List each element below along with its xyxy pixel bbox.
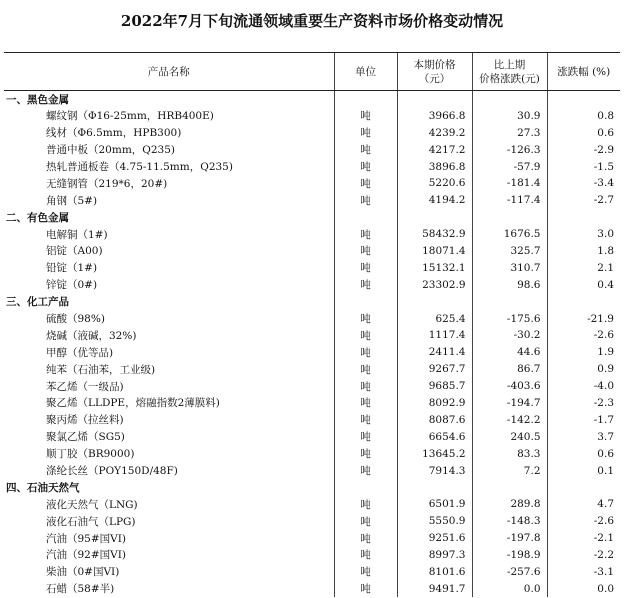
change-cell: -175.6 [472,310,547,327]
unit-cell: 吨 [334,158,397,175]
price-cell: 4217.2 [397,141,472,158]
percent-cell: 0.6 [547,124,620,141]
unit-cell: 吨 [334,259,397,276]
table-row [4,563,620,580]
table-row [4,378,620,395]
price-cell: 9267.7 [397,361,472,378]
empty-cell [397,209,472,226]
change-cell: 86.7 [472,361,547,378]
header-product-name: 产品名称 [4,53,334,91]
table-row [4,428,620,445]
product-name: 普通中板（20mm，Q235) [46,144,176,157]
table-row [4,141,620,158]
table-row [4,175,620,192]
price-cell: 5220.6 [397,175,472,192]
price-cell: 5550.9 [397,513,472,530]
change-cell: 240.5 [472,428,547,445]
unit-cell: 吨 [334,580,397,597]
change-cell: -197.8 [472,530,547,547]
change-cell: 289.8 [472,496,547,513]
percent-cell: 0.6 [547,445,620,462]
change-cell: 7.2 [472,462,547,479]
change-cell: 98.6 [472,276,547,293]
change-cell: 27.3 [472,124,547,141]
product-name: 无缝钢管（219*6，20#) [46,177,168,190]
category-row [4,209,620,226]
header-unit: 单位 [334,53,397,91]
price-cell: 6501.9 [397,496,472,513]
change-cell: 30.9 [472,107,547,124]
change-cell: -257.6 [472,563,547,580]
product-name: 聚氯乙烯（SG5) [46,431,125,444]
table-row [4,226,620,243]
unit-cell: 吨 [334,378,397,395]
empty-cell [334,293,397,310]
product-name: 柴油（0#国VI) [46,566,120,579]
empty-cell [472,91,547,108]
change-cell: -198.9 [472,547,547,564]
table-row [4,361,620,378]
table-row [4,276,620,293]
percent-cell: -3.4 [547,175,620,192]
table-row [4,158,620,175]
unit-cell: 吨 [334,141,397,158]
change-cell: -57.9 [472,158,547,175]
unit-cell: 吨 [334,411,397,428]
price-cell: 58432.9 [397,226,472,243]
product-name: 液化石油气（LPG) [46,515,136,528]
header-percent: 涨跌幅 (%) [547,53,620,91]
price-cell: 18071.4 [397,243,472,260]
header-change-line1: 比上期 [493,58,526,71]
change-cell: -117.4 [472,192,547,209]
percent-cell: -2.6 [547,513,620,530]
header-price [397,53,472,91]
change-cell: 325.7 [472,243,547,260]
unit-cell: 吨 [334,496,397,513]
percent-cell: -4.0 [547,378,620,395]
table-row [4,124,620,141]
price-cell: 7914.3 [397,462,472,479]
percent-cell: 2.1 [547,259,620,276]
product-name: 石蜡（58#半) [46,583,115,596]
percent-cell: -2.1 [547,530,620,547]
unit-cell: 吨 [334,361,397,378]
empty-cell [472,479,547,496]
table-row [4,580,620,597]
product-name: 角钢（5#) [46,194,98,207]
price-cell: 4239.2 [397,124,472,141]
empty-cell [472,293,547,310]
table-row [4,530,620,547]
unit-cell: 吨 [334,310,397,327]
percent-cell: -3.1 [547,563,620,580]
unit-cell: 吨 [334,276,397,293]
price-cell: 8092.9 [397,395,472,412]
category-name: 一、黑色金属 [6,93,69,106]
price-cell: 23302.9 [397,276,472,293]
unit-cell: 吨 [334,445,397,462]
percent-cell: 0.0 [547,580,620,597]
unit-cell: 吨 [334,395,397,412]
price-cell: 15132.1 [397,259,472,276]
empty-cell [397,91,472,108]
product-name: 线材（Φ6.5mm，HPB300) [46,127,182,140]
percent-cell: 0.4 [547,276,620,293]
category-name: 三、化工产品 [6,296,69,309]
price-cell: 9685.7 [397,378,472,395]
table-row [4,547,620,564]
header-price-line2: （元） [418,72,451,85]
product-name: 烧碱（液碱，32%) [46,329,137,342]
percent-cell: 1.9 [547,344,620,361]
percent-cell: -2.3 [547,395,620,412]
change-cell: 44.6 [472,344,547,361]
change-cell: -142.2 [472,411,547,428]
page-title: 2022年7月下旬流通领域重要生产资料市场价格变动情况 [120,12,504,30]
price-cell: 8087.6 [397,411,472,428]
table-row [4,344,620,361]
percent-cell: -2.6 [547,327,620,344]
unit-cell: 吨 [334,428,397,445]
empty-cell [334,91,397,108]
empty-cell [334,479,397,496]
unit-cell: 吨 [334,327,397,344]
table-row [4,259,620,276]
unit-cell: 吨 [334,530,397,547]
price-cell: 4194.2 [397,192,472,209]
header-change-line2: 价格涨跌(元) [479,72,540,85]
category-name: 二、有色金属 [6,211,69,224]
category-name: 四、石油天然气 [6,481,80,494]
table-row [4,107,620,124]
change-cell: -126.3 [472,141,547,158]
table-header-row [4,53,620,91]
price-cell: 8997.3 [397,547,472,564]
header-change [472,53,547,91]
percent-cell: 1.8 [547,243,620,260]
table-body [4,91,620,598]
empty-cell [547,209,620,226]
unit-cell: 吨 [334,344,397,361]
price-cell: 1117.4 [397,327,472,344]
empty-cell [397,479,472,496]
table-row [4,243,620,260]
table-row [4,192,620,209]
unit-cell: 吨 [334,462,397,479]
product-name: 纯苯（石油苯，工业级) [46,363,156,376]
unit-cell: 吨 [334,226,397,243]
unit-cell: 吨 [334,563,397,580]
price-cell: 8101.6 [397,563,472,580]
empty-cell [472,209,547,226]
price-cell: 6654.6 [397,428,472,445]
category-row [4,479,620,496]
table-row [4,411,620,428]
unit-cell: 吨 [334,175,397,192]
percent-cell: -2.9 [547,141,620,158]
percent-cell: 0.1 [547,462,620,479]
product-name: 汽油（92#国VI) [46,549,126,562]
price-cell: 3896.8 [397,158,472,175]
product-name: 聚乙烯（LLDPE，熔融指数2薄膜料) [46,397,220,410]
table-row [4,395,620,412]
change-cell: 83.3 [472,445,547,462]
product-name: 甲醇（优等品) [46,346,114,359]
product-name: 铝锭（A00) [46,245,103,258]
table-row [4,496,620,513]
table-row [4,327,620,344]
table-row [4,310,620,327]
percent-cell: 0.9 [547,361,620,378]
unit-cell: 吨 [334,513,397,530]
percent-cell: 4.7 [547,496,620,513]
empty-cell [547,293,620,310]
change-cell: 1676.5 [472,226,547,243]
product-name: 锌锭（0#) [46,279,98,292]
unit-cell: 吨 [334,243,397,260]
table-row [4,462,620,479]
change-cell: -30.2 [472,327,547,344]
price-cell: 13645.2 [397,445,472,462]
product-name: 顺丁胶（BR9000) [46,448,135,461]
percent-cell: -2.7 [547,192,620,209]
percent-cell: 3.7 [547,428,620,445]
empty-cell [547,479,620,496]
category-row [4,293,620,310]
price-cell: 3966.8 [397,107,472,124]
product-name: 热轧普通板卷（4.75-11.5mm，Q235) [46,161,233,173]
change-cell: 0.0 [472,580,547,597]
product-name: 聚丙烯（拉丝料) [46,414,124,427]
percent-cell: -2.2 [547,547,620,564]
product-name: 铅锭（1#) [46,262,98,275]
empty-cell [334,209,397,226]
percent-cell: -21.9 [547,310,620,327]
change-cell: -181.4 [472,175,547,192]
product-name: 涤纶长丝（POY150D/48F) [46,465,178,478]
price-cell: 2411.4 [397,344,472,361]
category-row [4,91,620,108]
price-table [4,52,620,597]
price-cell: 625.4 [397,310,472,327]
change-cell: -403.6 [472,378,547,395]
unit-cell: 吨 [334,547,397,564]
product-name: 螺纹钢（Φ16-25mm，HRB400E) [46,110,214,123]
price-cell: 9251.6 [397,530,472,547]
percent-cell: 3.0 [547,226,620,243]
table-row [4,513,620,530]
percent-cell: -1.5 [547,158,620,175]
unit-cell: 吨 [334,192,397,209]
product-name: 液化天然气（LNG) [46,498,138,511]
header-price-line1: 本期价格 [413,58,456,71]
unit-cell: 吨 [334,107,397,124]
price-cell: 9491.7 [397,580,472,597]
unit-cell: 吨 [334,124,397,141]
change-cell: -194.7 [472,395,547,412]
change-cell: 310.7 [472,259,547,276]
empty-cell [547,91,620,108]
percent-cell: -1.7 [547,411,620,428]
product-name: 汽油（95#国VI) [46,532,126,545]
product-name: 电解铜（1#) [46,228,108,241]
empty-cell [397,293,472,310]
table-row [4,445,620,462]
product-name: 硫酸（98%) [46,313,105,326]
change-cell: -148.3 [472,513,547,530]
percent-cell: 0.8 [547,107,620,124]
product-name: 苯乙烯（一级品) [46,380,124,393]
